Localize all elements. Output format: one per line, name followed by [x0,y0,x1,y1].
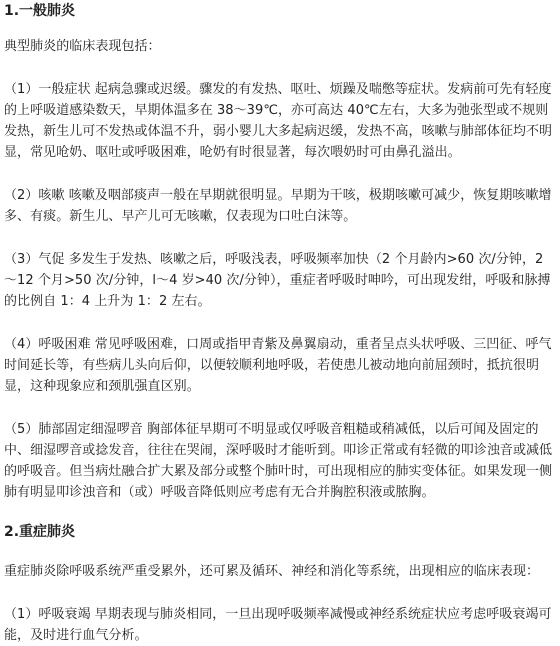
section-heading-general-pneumonia: 1.一般肺炎 [4,3,76,19]
paragraph-general-symptoms: （1）一般症状 起病急骤或迟缓。骤发的有发热、呕吐、烦躁及喘憋等症状。发病前可先有轻度的上呼吸道感染数天，早期体温多在 38～39℃，亦可高达 40℃左右，大多为弛张型或不规则发热，新生儿可不发热或体温不升，弱小婴儿大多起病迟缓，发热不高，咳嗽与肺部体征均不明显，常见呛奶、呕吐或呼吸困难，呛奶有时很显著，每次喂奶时可由鼻孔溢出。 [4,82,553,160]
section-intro: 典型肺炎的临床表现包括： [4,39,161,54]
section-heading-severe-pneumonia: 2.重症肺炎 [4,524,76,540]
section-intro: 重症肺炎除呼吸系统严重受累外，还可累及循环、神经和消化等系统，出现相应的临床表现： [4,564,540,579]
paragraph-respiratory-failure: （1）呼吸衰竭 早期表现与肺炎相同，一旦出现呼吸频率减慢或神经系统症状应考虑呼吸衰竭可能，及时进行血气分析。 [4,607,552,643]
paragraph-shortness-of-breath: （3）气促 多发生于发热、咳嗽之后，呼吸浅表，呼吸频率加快（2 个月龄内>60 次/分钟，2～12 个月>50 次/分钟，l～4 岁>40 次/分钟），重症者呼吸时呻吟，可出现发绀，呼吸和脉搏的比例自 1：4 上升为 1：2 左右。 [4,252,551,309]
paragraph-dyspnea: （4）呼吸困难 常见呼吸困难，口周或指甲青紫及鼻翼扇动，重者呈点头状呼吸、三凹征、呼气时间延长等，有些病儿头向后仰，以便较顺利地呼吸，若使患儿被动地向前屈颈时，抵抗很明显，这种现象应和颈肌强直区别。 [4,337,552,394]
paragraph-cough: （2）咳嗽 咳嗽及咽部痰声一般在早期就很明显。早期为干咳，极期咳嗽可减少，恢复期咳嗽增多、有痰。新生儿、早产儿可无咳嗽，仅表现为口吐白沫等。 [4,188,552,224]
paragraph-lung-rales: （5）肺部固定细湿啰音 胸部体征早期可不明显或仅呼吸音粗糙或稍减低，以后可闻及固定的中、细湿啰音或捻发音，往往在哭闹，深呼吸时才能听到。叩诊正常或有轻微的叩诊浊音或减低的呼吸音。但当病灶融合扩大累及部分或整个肺叶时，可出现相应的肺实变体征。如果发现一侧肺有明显叩诊浊音和（或）呼吸音降低则应考虑有无合并胸腔积液或脓胸。 [4,422,553,500]
